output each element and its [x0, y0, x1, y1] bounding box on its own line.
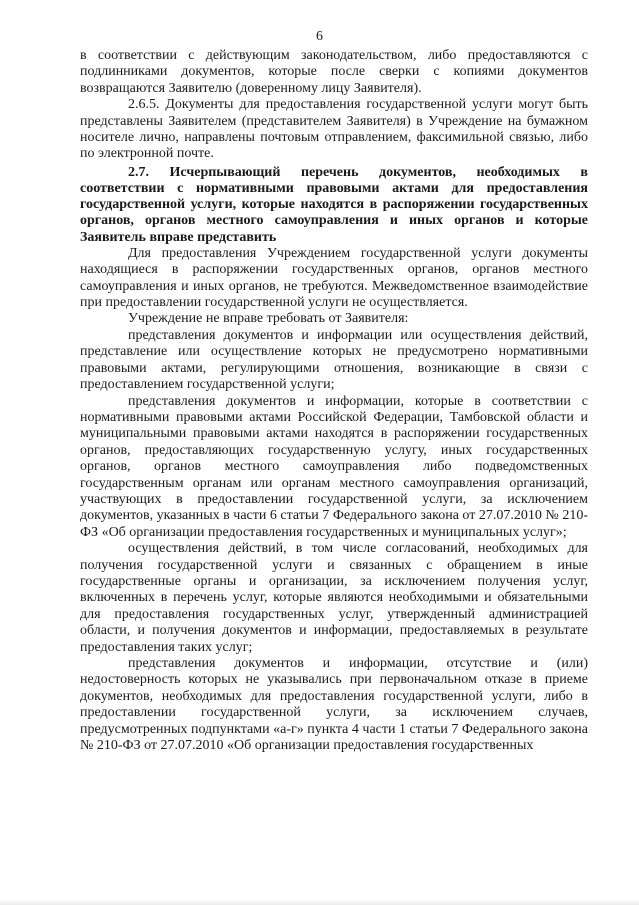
list-item-documents-not-indicated-at-refusal: представления документов и информации, отсутствие и (или) недостоверность которых не указывались при первоначальном отказе в приеме документов, необходимых для предоставления государственной услуги, либо в предоставлении государственной услуги, за исключением случаев, предусмотренных подпунктами «а-г» пункта 4 части 1 статьи 7 Федерального закона № 210-ФЗ от 27.07.2010 «Об организации предоставления государственных: [80, 656, 588, 754]
page-number: 6: [316, 29, 323, 44]
paragraph-institution-may-not-require: Учреждение не вправе требовать от Заявителя:: [128, 311, 409, 327]
scan-bottom-edge: [0, 899, 639, 905]
paragraph-2-6-5: 2.6.5. Документы для предоставления государственной услуги могут быть представлены Заявителем (представителем Заявителя) в Учреждение на бумажном носителе лично, направлены почтовым отправлением, факсимильной связью, либо по электронной почте.: [80, 97, 588, 162]
paragraph-continuation: в соответствии с действующим законодательством, либо предоставляются с подлинниками документов, которые после сверки с копиями документов возвращаются Заявителю (доверенному лицу Заявителя).: [80, 48, 588, 96]
section-heading-2-7: 2.7. Исчерпывающий перечень документов, необходимых в соответствии с нормативными правовыми актами для предоставления государственной услуги, которые находятся в распоряжении государственных органов, органов местного самоуправления и иных органов и которые Заявитель вправе представить: [80, 164, 588, 245]
list-item-documents-not-provided-by-law: представления документов и информации или осуществления действий, представление или осуществление которых не предусмотрено нормативными правовыми актами, регулирующими отношения, возникающие в связи с предоставлением государственной услуги;: [80, 327, 588, 393]
paragraph-documents-not-required: Для предоставления Учреждением государственной услуги документы находящиеся в распоряжении государственных органов, органов местного самоуправления и иных органов, не требуются. Межведомственное взаимодействие при предоставлении государственной услуги не осуществляется.: [80, 245, 588, 311]
document-body: [80, 48, 588, 754]
list-item-actions-and-approvals: осуществления действий, в том числе согласований, необходимых для получения государственной услуги и связанных с обращением в иные государственные органы и организации, за исключением получения услуг, включенных в перечень услуг, которые являются необходимыми и обязательными для предоставления государственных услуг, утвержденный администрацией области, и получения документов и информации, предоставляемых в результате предоставления таких услуг;: [80, 541, 588, 655]
list-item-documents-held-by-agencies: представления документов и информации, которые в соответствии с нормативными правовыми актами Российской Федерации, Тамбовской области и муниципальными правовыми актами находятся в распоряжении государственных органов, предоставляющих государственную услугу, иных государственных органов, органов местного самоуправления либо подведомственных государственным органам или органам местного самоуправления организаций, участвующих в предоставлении государственной услуги, за исключением документов, указанных в части 6 статьи 7 Федерального закона от 27.07.2010 № 210-ФЗ «Об организации предоставления государственных и муниципальных услуг»;: [80, 393, 588, 540]
